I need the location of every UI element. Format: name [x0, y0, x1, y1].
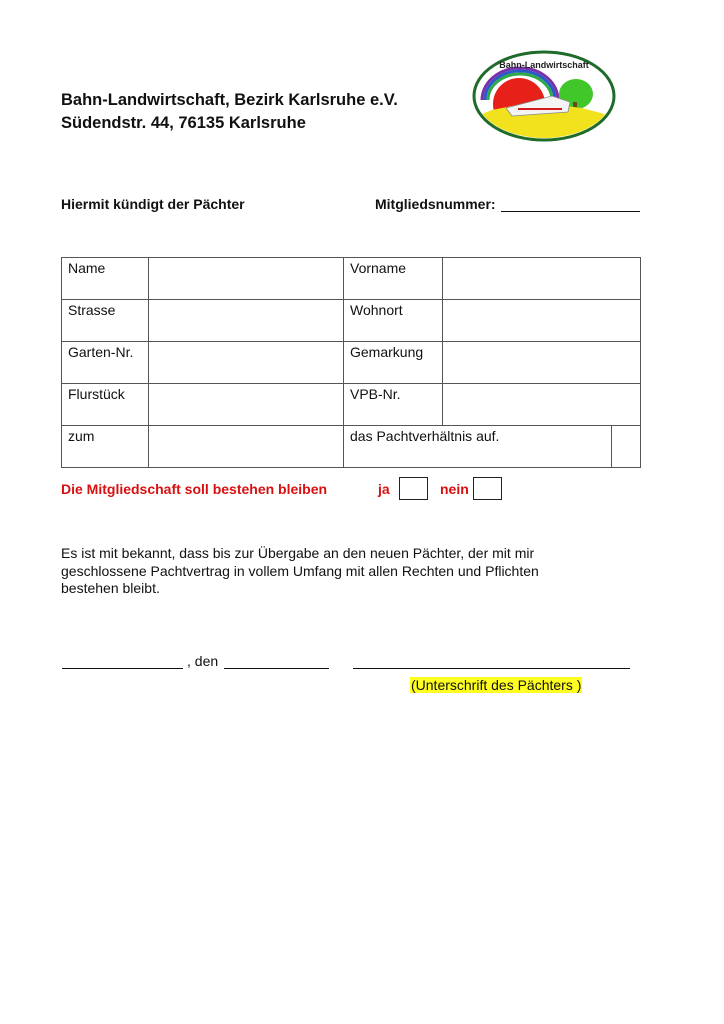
- field-label-name: Name: [62, 258, 149, 300]
- field-label-parcel: Flurstück: [62, 384, 149, 426]
- vpb-no-input[interactable]: [443, 384, 641, 426]
- yes-label: ja: [378, 481, 390, 497]
- field-label-street: Strasse: [62, 300, 149, 342]
- street-input[interactable]: [149, 300, 344, 342]
- date-field[interactable]: [224, 668, 329, 669]
- tenant-details-table: [61, 257, 641, 468]
- table-row: [62, 300, 641, 342]
- termination-date-input[interactable]: [149, 426, 344, 468]
- table-row: [62, 384, 641, 426]
- table-row: [62, 258, 641, 300]
- org-address: Südendstr. 44, 76135 Karlsruhe: [61, 114, 306, 132]
- district-input[interactable]: [443, 342, 641, 384]
- member-number-field[interactable]: [501, 211, 640, 212]
- membership-question: Die Mitgliedschaft soll bestehen bleiben: [61, 481, 328, 497]
- org-name: Bahn-Landwirtschaft, Bezirk Karlsruhe e.V.: [61, 91, 398, 109]
- logo: [472, 50, 616, 142]
- lease-termination-text: das Pachtverhältnis auf.: [344, 426, 612, 468]
- organization-header: [61, 89, 398, 135]
- signature-caption: (Unterschrift des Pächters ): [411, 677, 582, 693]
- signature-field[interactable]: [353, 668, 630, 669]
- field-label-vpb-no: VPB-Nr.: [344, 384, 443, 426]
- table-row: [62, 426, 641, 468]
- extra-cell[interactable]: [612, 426, 641, 468]
- no-checkbox[interactable]: [473, 477, 502, 500]
- logo-text: Bahn-Landwirtschaft: [499, 60, 589, 70]
- field-label-district: Gemarkung: [344, 342, 443, 384]
- city-input[interactable]: [443, 300, 641, 342]
- termination-intro: Hiermit kündigt der Pächter: [61, 196, 245, 212]
- field-label-garden-no: Garten-Nr.: [62, 342, 149, 384]
- garden-no-input[interactable]: [149, 342, 344, 384]
- field-label-date: zum: [62, 426, 149, 468]
- place-field[interactable]: [62, 668, 183, 669]
- first-name-input[interactable]: [443, 258, 641, 300]
- name-input[interactable]: [149, 258, 344, 300]
- statement-paragraph: Es ist mit bekannt, dass bis zur Übergabe an den neuen Pächter, der mit mir geschlossene Pachtvertrag in vollem Umfang mit allen Rechten und Pflichten bestehen bleibt.: [61, 545, 539, 596]
- field-label-first-name: Vorname: [344, 258, 443, 300]
- date-label: , den: [187, 653, 219, 669]
- field-label-city: Wohnort: [344, 300, 443, 342]
- table-row: [62, 342, 641, 384]
- member-number-label: Mitgliedsnummer:: [375, 196, 496, 212]
- no-label: nein: [440, 481, 469, 497]
- parcel-input[interactable]: [149, 384, 344, 426]
- yes-checkbox[interactable]: [399, 477, 428, 500]
